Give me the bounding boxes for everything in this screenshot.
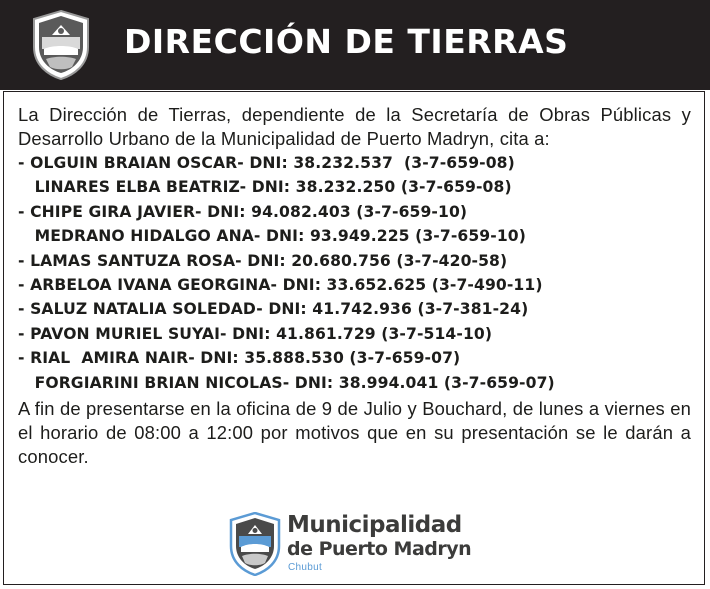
province-label: Chubut (288, 562, 323, 573)
municipality-logo (229, 510, 489, 578)
list-item: MEDRANO HIDALGO ANA- DNI: 93.949.225 (3-7-659-10) (18, 227, 526, 246)
list-item: - ARBELOA IVANA GEORGINA- DNI: 33.652.625 (3-7-490-11) (18, 276, 543, 295)
municipal-crest-icon (30, 9, 92, 81)
list-item: - OLGUIN BRAIAN OSCAR- DNI: 38.232.537 (3-7-659-08) (18, 154, 515, 172)
list-item: FORGIARINI BRIAN NICOLAS- DNI: 38.994.041 (3-7-659-07) (18, 373, 555, 392)
intro-paragraph: La Dirección de Tierras, dependiente de la Secretaría de Obras Públicas y Desarrollo Urbano de la Municipalidad de Puerto Madryn, cita a: (18, 104, 691, 149)
list-item: LINARES ELBA BEATRIZ- DNI: 38.232.250 (3-7-659-08) (18, 178, 512, 197)
list-item: - PAVON MURIEL SUYAI- DNI: 41.861.729 (3-7-514-10) (18, 324, 493, 343)
header-banner (0, 0, 710, 90)
list-item: - RIAL AMIRA NAIR- DNI: 35.888.530 (3-7-659-07) (18, 349, 461, 368)
municipality-name: Municipalidad (287, 512, 462, 538)
municipal-crest-icon (229, 512, 281, 576)
list-item: - CHIPE GIRA JAVIER- DNI: 94.082.403 (3-7-659-10) (18, 202, 468, 221)
closing-paragraph: A fin de presentarse en la oficina de 9 de Julio y Bouchard, de lunes a viernes en el horario de 08:00 a 12:00 por motivos que en su presentación se le darán a conocer. (18, 398, 691, 468)
list-item: - SALUZ NATALIA SOLEDAD- DNI: 41.742.936 (3-7-381-24) (18, 300, 529, 319)
page-title: DIRECCIÓN DE TIERRAS (124, 22, 569, 61)
notice-body (18, 103, 691, 469)
cited-persons-list (18, 151, 691, 395)
municipality-name-line2: de Puerto Madryn (287, 538, 472, 560)
list-item: - LAMAS SANTUZA ROSA- DNI: 20.680.756 (3-7-420-58) (18, 251, 508, 270)
